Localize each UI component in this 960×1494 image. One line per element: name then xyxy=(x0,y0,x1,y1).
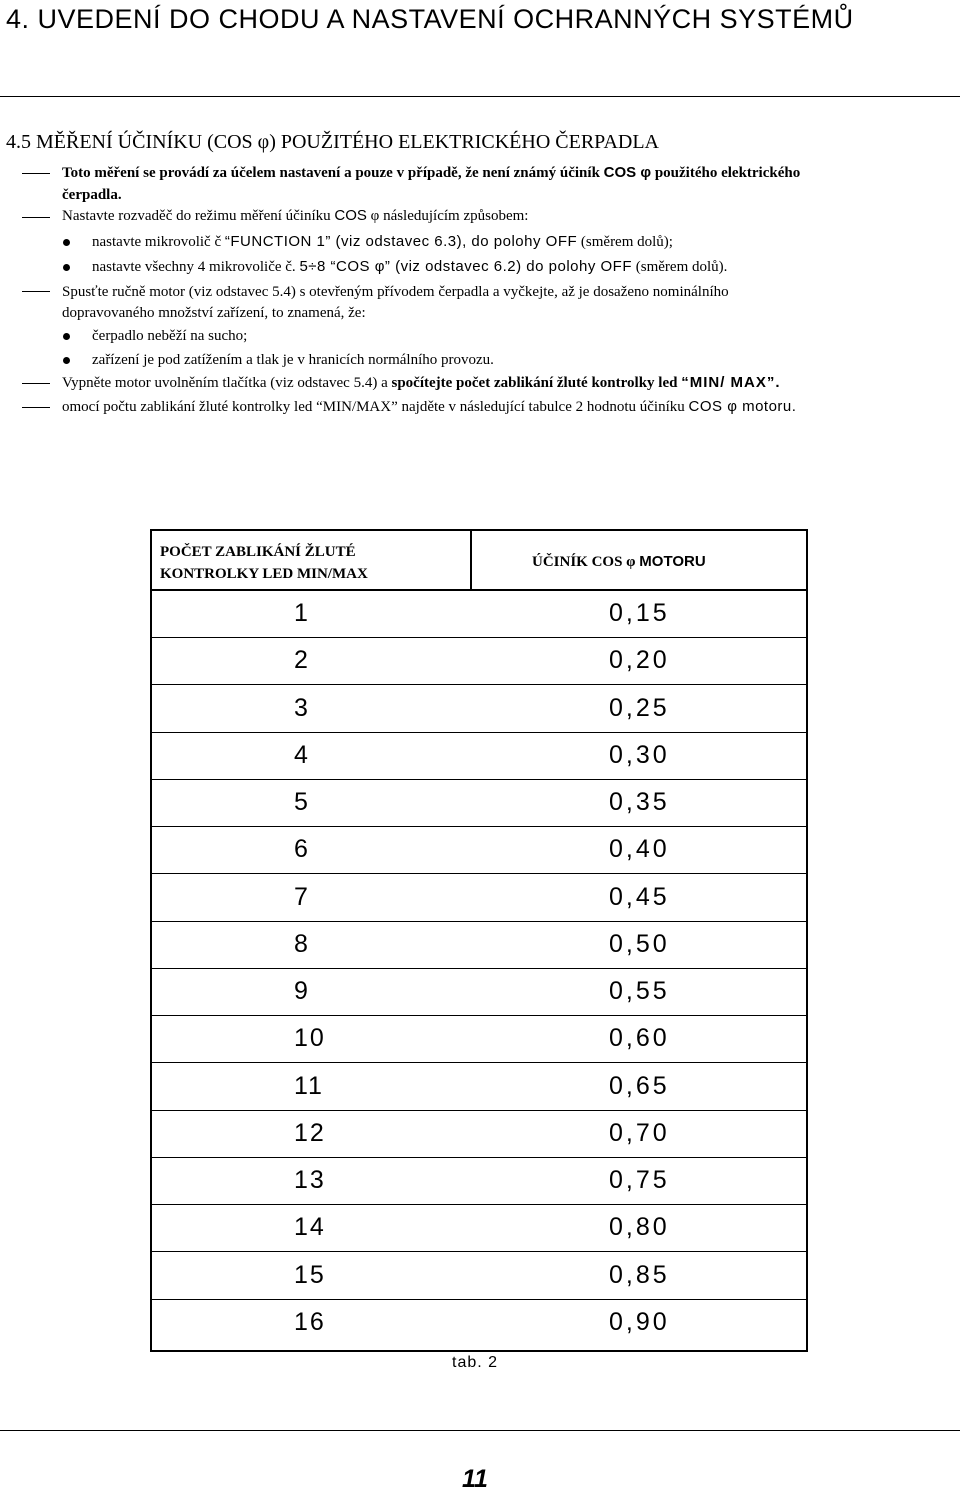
table-header-cos-phi xyxy=(532,553,706,571)
table-header-blinks xyxy=(160,541,368,585)
bullet2-text-b: 5÷8 “COS φ” (viz odstavec 6.2) do polohy OFF xyxy=(299,258,633,275)
table-caption: tab. 2 xyxy=(452,1354,499,1371)
para5-text-b: COS φ motoru. xyxy=(688,398,797,415)
cos-phi-cell: 0,50 xyxy=(609,929,670,958)
dash-marker xyxy=(22,291,50,292)
blink-count-cell: 8 xyxy=(294,929,310,958)
dash-marker xyxy=(22,217,50,218)
para1-text-a: Toto měření se provádí za účelem nastavení a pouze v případě, že není známý účiník xyxy=(62,165,600,181)
bullet2-text-c: (směrem dolů). xyxy=(635,259,728,275)
blink-count-cell: 9 xyxy=(294,977,310,1005)
table-row xyxy=(152,1111,806,1158)
table-header-divider xyxy=(470,531,472,591)
blink-count-cell: 4 xyxy=(294,740,310,769)
blink-count-cell: 11 xyxy=(294,1071,324,1100)
section-title: 4.5 MĚŘENÍ ÚČINÍKU (COS φ) POUŽITÉHO ELEKTRICKÉHO ČERPADLA xyxy=(6,131,659,153)
paragraph-3-line1: Spusťte ručně motor (viz odstavec 5.4) s otevřeným přívodem čerpadla a vyčkejte, až je dosaženo nominálního xyxy=(62,284,729,300)
cos-phi-cell: 0,55 xyxy=(609,977,670,1005)
blink-count-cell: 2 xyxy=(294,646,310,675)
cos-phi-cell: 0,35 xyxy=(609,788,670,816)
bullet-icon xyxy=(63,357,70,364)
table-row xyxy=(152,638,806,685)
chapter-title: 4. UVEDENÍ DO CHODU A NASTAVENÍ OCHRANNÝCH SYSTÉMŮ xyxy=(6,4,854,34)
paragraph-1-line2: čerpadla. xyxy=(62,187,122,203)
para4-text-b: spočítejte počet zablikání žluté kontrolky led xyxy=(391,375,678,391)
cos-phi-cell: 0,60 xyxy=(609,1024,670,1053)
bullet-icon xyxy=(63,239,70,246)
bullet-icon xyxy=(63,333,70,340)
page-number: 11 xyxy=(462,1465,488,1493)
dash-marker xyxy=(22,173,50,174)
table-row xyxy=(152,733,806,780)
bullet1-text-c: (směrem dolů); xyxy=(580,234,673,250)
para2-text-a: Nastavte rozvaděč do režimu měření účiníku xyxy=(62,208,331,224)
table-header-blinks-line2: KONTROLKY LED MIN/MAX xyxy=(160,566,368,582)
dash-marker xyxy=(22,383,50,384)
cos-phi-cell: 0,75 xyxy=(609,1166,670,1194)
footer-rule xyxy=(0,1430,960,1431)
cos-phi-cell: 0,70 xyxy=(609,1118,670,1147)
bullet2-text-a: nastavte všechny 4 mikrovoliče č. xyxy=(92,259,296,275)
cos-phi-cell: 0,40 xyxy=(609,835,670,864)
table-row xyxy=(152,969,806,1016)
table-row xyxy=(152,780,806,827)
cos-phi-cell: 0,90 xyxy=(609,1307,670,1336)
table-row xyxy=(152,1205,806,1252)
para4-text-c: “MIN/ MAX”. xyxy=(681,374,781,391)
table-header-cos-phi-b: MOTORU xyxy=(639,553,706,570)
blink-count-cell: 14 xyxy=(294,1213,326,1242)
bullet-icon xyxy=(63,264,70,271)
para1-text-c: použitého elektrického xyxy=(654,165,801,181)
dash-marker xyxy=(22,407,50,408)
para2-text-c: φ následujícím způsobem: xyxy=(370,208,529,224)
table-row xyxy=(152,1253,806,1300)
table-row xyxy=(152,1158,806,1205)
blink-count-cell: 1 xyxy=(294,599,310,627)
table-row xyxy=(152,1016,806,1063)
table-row xyxy=(152,686,806,733)
bullet4-text: zařízení je pod zatížením a tlak je v hranicích normálního provozu. xyxy=(92,352,494,368)
cos-phi-cell: 0,25 xyxy=(609,693,670,722)
blink-count-cell: 12 xyxy=(294,1118,326,1147)
cos-phi-cell: 0,85 xyxy=(609,1260,670,1289)
table-row xyxy=(152,827,806,874)
cos-phi-cell: 0,20 xyxy=(609,646,670,675)
bullet3-text: čerpadlo neběží na sucho; xyxy=(92,328,248,344)
cos-phi-cell: 0,30 xyxy=(609,740,670,769)
table-header-cos-phi-a: ÚČINÍK COS φ xyxy=(532,554,636,570)
cos-phi-cell: 0,15 xyxy=(609,599,670,627)
para4-text-a: Vypněte motor uvolněním tlačítka (viz odstavec 5.4) a xyxy=(62,375,388,391)
cos-phi-cell: 0,80 xyxy=(609,1213,670,1242)
blink-count-cell: 5 xyxy=(294,788,310,816)
cos-phi-cell: 0,45 xyxy=(609,882,670,911)
header-rule xyxy=(0,96,960,97)
power-factor-table xyxy=(150,529,808,1352)
blink-count-cell: 13 xyxy=(294,1166,326,1194)
blink-count-cell: 10 xyxy=(294,1024,326,1053)
bullet1-text-b: “FUNCTION 1” (viz odstavec 6.3), do polohy OFF xyxy=(224,233,578,250)
para2-cos: COS xyxy=(334,207,367,224)
table-row xyxy=(152,591,806,638)
blink-count-cell: 16 xyxy=(294,1307,326,1336)
table-row xyxy=(152,875,806,922)
blink-count-cell: 7 xyxy=(294,882,310,911)
para1-cos-phi: COS φ xyxy=(603,164,652,181)
blink-count-cell: 3 xyxy=(294,693,310,722)
table-row xyxy=(152,1064,806,1111)
blink-count-cell: 15 xyxy=(294,1260,326,1289)
table-header-blinks-line1: POČET ZABLIKÁNÍ ŽLUTÉ xyxy=(160,544,356,560)
blink-count-cell: 6 xyxy=(294,835,310,864)
table-row xyxy=(152,1300,806,1347)
cos-phi-cell: 0,65 xyxy=(609,1071,670,1100)
para5-text-a: omocí počtu zablikání žluté kontrolky led “MIN/MAX” najděte v následující tabulce 2 hodnotu účiníku xyxy=(62,399,685,415)
bullet1-text-a: nastavte mikrovolič č xyxy=(92,234,222,250)
paragraph-3-line2: dopravovaného množství zařízení, to znamená, že: xyxy=(62,305,366,321)
table-row xyxy=(152,922,806,969)
paragraph-1-line1 xyxy=(62,164,800,182)
